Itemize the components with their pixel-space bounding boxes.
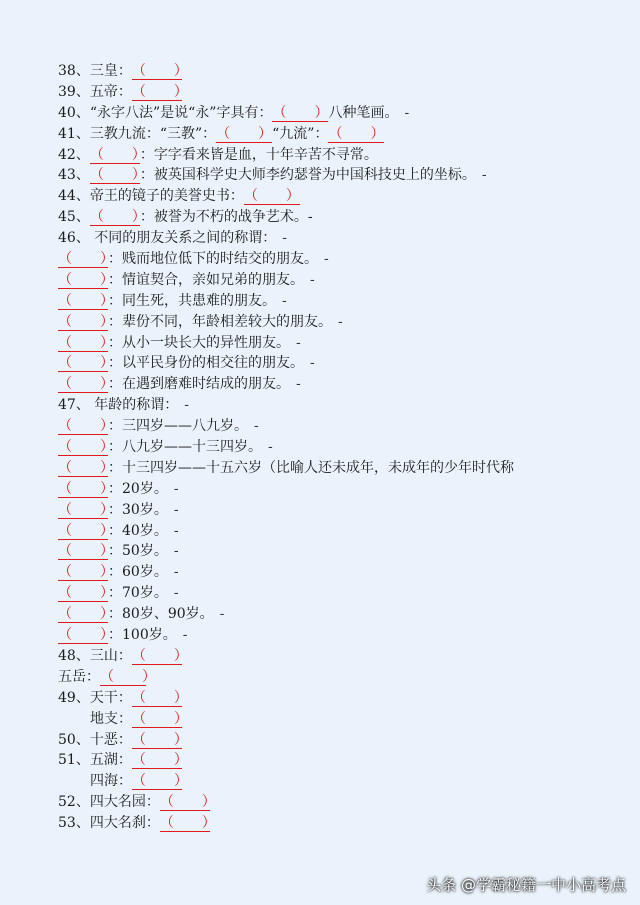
line-label: 45、 bbox=[58, 209, 90, 226]
line-text: ：字字看来皆是血，十年辛苦不寻常。 bbox=[139, 146, 378, 163]
line-dash: - bbox=[404, 104, 410, 121]
line-text: ：40岁。 bbox=[108, 522, 168, 539]
question-line bbox=[58, 82, 618, 103]
line-text: ：八九岁——十三四岁。 bbox=[108, 439, 262, 456]
question-line bbox=[58, 249, 618, 270]
answer-blank: （ ） bbox=[58, 480, 114, 497]
line-dash: - bbox=[310, 355, 315, 372]
question-line bbox=[58, 479, 618, 500]
line-dash: - bbox=[282, 292, 287, 309]
question-line bbox=[58, 270, 618, 291]
answer-blank: （ ） bbox=[132, 773, 188, 790]
answer-blank: （ ） bbox=[58, 501, 114, 518]
question-line bbox=[58, 730, 618, 751]
line-dash: - bbox=[296, 334, 301, 351]
answer-blank: （ ） bbox=[58, 564, 114, 581]
line-text: ：从小一块长大的异性朋友。 bbox=[108, 334, 290, 351]
question-line bbox=[58, 145, 618, 166]
answer-blank: （ ） bbox=[58, 585, 114, 602]
line-label: 四海： bbox=[90, 773, 132, 790]
line-label: 43、 bbox=[58, 167, 90, 184]
answer-blank: （ ） bbox=[58, 271, 114, 288]
line-text: ：同生死，共患难的朋友。 bbox=[108, 292, 276, 309]
question-line bbox=[58, 437, 618, 458]
line-label: 地支： bbox=[90, 710, 132, 727]
line-text: ：70岁。 bbox=[108, 585, 168, 602]
line-text: ：十三四岁——十五六岁（比喻人还未成年，未成年的少年时代称 bbox=[108, 459, 514, 476]
answer-blank: （ ） bbox=[131, 752, 188, 769]
question-line bbox=[58, 165, 618, 186]
answer-blank: （ ） bbox=[216, 125, 273, 142]
line-text: ：在遇到磨难时结成的朋友。 bbox=[108, 376, 290, 393]
line-label: 五岳： bbox=[58, 668, 100, 685]
line-dash: - bbox=[173, 501, 179, 518]
line-label: 49、天干： bbox=[58, 689, 132, 706]
line-dash: - bbox=[173, 585, 179, 602]
question-line bbox=[58, 186, 618, 207]
question-line bbox=[58, 541, 618, 562]
line-text: ：辈份不同，年龄相差较大的朋友。 bbox=[108, 313, 332, 330]
answer-blank: （ ） bbox=[58, 522, 114, 539]
question-line bbox=[58, 395, 618, 416]
line-label: 52、四大名园： bbox=[58, 794, 160, 811]
question-line bbox=[58, 416, 618, 437]
answer-blank: （ ） bbox=[131, 647, 188, 664]
line-dash: - bbox=[173, 564, 179, 581]
answer-blank: （ ） bbox=[100, 668, 156, 685]
question-line bbox=[58, 458, 618, 479]
line-text: 47、 年龄的称谓： bbox=[58, 397, 179, 414]
answer-blank: （ ） bbox=[58, 292, 114, 309]
question-line bbox=[58, 562, 618, 583]
line-label: “九流”： bbox=[272, 125, 329, 142]
line-text: ：三四岁——八九岁。 bbox=[108, 418, 248, 435]
line-text: 八种笔画。 bbox=[328, 104, 399, 121]
watermark: 头条 @学霸秘籍一中小高考点 bbox=[426, 876, 626, 894]
question-line bbox=[58, 103, 618, 124]
line-label: 41、三教九流：“三教”： bbox=[58, 125, 217, 142]
question-line bbox=[58, 709, 618, 730]
line-label: 53、四大名刹： bbox=[58, 815, 160, 832]
answer-blank: （ ） bbox=[132, 710, 188, 727]
line-dash: - bbox=[296, 376, 301, 393]
line-label: 38、三皇： bbox=[58, 63, 132, 79]
question-list bbox=[58, 61, 618, 834]
line-label: 44、帝王的镜子的美誉史书： bbox=[58, 188, 244, 205]
line-text: ：50岁。 bbox=[108, 543, 168, 560]
answer-blank: （ ） bbox=[58, 334, 114, 351]
answer-blank: （ ） bbox=[131, 63, 188, 79]
answer-blank: （ ） bbox=[58, 355, 114, 372]
line-dash: - bbox=[219, 606, 225, 623]
line-text: ：100岁。 bbox=[108, 627, 177, 644]
question-line bbox=[58, 813, 618, 834]
answer-blank: （ ） bbox=[131, 83, 188, 100]
answer-blank: （ ） bbox=[243, 188, 300, 205]
question-line bbox=[58, 625, 618, 646]
question-line bbox=[58, 771, 618, 792]
answer-blank: （ ） bbox=[58, 251, 114, 268]
answer-blank: （ ） bbox=[89, 146, 146, 163]
answer-blank: （ ） bbox=[58, 627, 114, 644]
line-dash: - bbox=[268, 439, 273, 456]
answer-blank: （ ） bbox=[131, 731, 188, 748]
question-line bbox=[58, 750, 618, 771]
line-text: ：被誉为不朽的战争艺术。- bbox=[139, 209, 313, 226]
answer-blank: （ ） bbox=[58, 459, 114, 476]
question-line bbox=[58, 646, 618, 667]
line-dash: - bbox=[338, 313, 343, 330]
question-line bbox=[58, 667, 618, 688]
question-line bbox=[58, 353, 618, 374]
line-text: ：贱而地位低下的时结交的朋友。 bbox=[108, 251, 318, 268]
answer-blank: （ ） bbox=[159, 815, 216, 832]
line-label: 42、 bbox=[58, 146, 90, 163]
line-dash: - bbox=[282, 230, 287, 247]
answer-blank: （ ） bbox=[58, 418, 114, 435]
question-line bbox=[58, 688, 618, 709]
question-line bbox=[58, 291, 618, 312]
question-line bbox=[58, 312, 618, 333]
answer-blank: （ ） bbox=[131, 689, 188, 706]
line-dash: - bbox=[481, 167, 487, 184]
question-line bbox=[58, 792, 618, 813]
answer-blank: （ ） bbox=[58, 313, 114, 330]
answer-blank: （ ） bbox=[328, 125, 385, 142]
question-line bbox=[58, 521, 618, 542]
answer-blank: （ ） bbox=[89, 167, 146, 184]
answer-blank: （ ） bbox=[159, 794, 216, 811]
line-label: 39、五帝： bbox=[58, 83, 132, 100]
line-label: 50、十恶： bbox=[58, 731, 132, 748]
question-line bbox=[58, 333, 618, 354]
answer-blank: （ ） bbox=[89, 209, 146, 226]
line-text: ：20岁。 bbox=[108, 480, 168, 497]
line-dash: - bbox=[184, 397, 189, 414]
line-dash: - bbox=[173, 480, 179, 497]
line-text: ：被英国科学史大师李约瑟誉为中国科技史上的坐标。 bbox=[139, 167, 476, 184]
question-line bbox=[58, 583, 618, 604]
line-dash: - bbox=[254, 418, 259, 435]
line-label: 40、“永字八法”是说“永”字具有： bbox=[58, 104, 273, 121]
question-line bbox=[58, 604, 618, 625]
answer-blank: （ ） bbox=[58, 606, 114, 623]
answer-blank: （ ） bbox=[58, 376, 114, 393]
answer-blank: （ ） bbox=[58, 439, 114, 456]
question-line bbox=[58, 207, 618, 228]
answer-blank: （ ） bbox=[58, 543, 114, 560]
line-label: 51、五湖： bbox=[58, 752, 132, 769]
line-text: ：30岁。 bbox=[108, 501, 168, 518]
line-text: 46、 不同的朋友关系之间的称谓： bbox=[58, 230, 277, 247]
line-text: ：80岁、90岁。 bbox=[108, 606, 214, 623]
question-line bbox=[58, 500, 618, 521]
line-text: ：60岁。 bbox=[108, 564, 168, 581]
line-dash: - bbox=[173, 522, 179, 539]
question-line bbox=[58, 124, 618, 145]
line-dash: - bbox=[324, 251, 329, 268]
line-dash: - bbox=[182, 627, 188, 644]
line-text: ：以平民身份的相交往的朋友。 bbox=[108, 355, 304, 372]
line-label: 48、三山： bbox=[58, 647, 132, 664]
question-line bbox=[58, 228, 618, 249]
line-text: ：情谊契合，亲如兄弟的朋友。 bbox=[108, 271, 304, 288]
question-line bbox=[58, 61, 618, 82]
line-dash: - bbox=[173, 543, 179, 560]
answer-blank: （ ） bbox=[272, 104, 329, 121]
line-dash: - bbox=[310, 271, 315, 288]
question-line bbox=[58, 374, 618, 395]
